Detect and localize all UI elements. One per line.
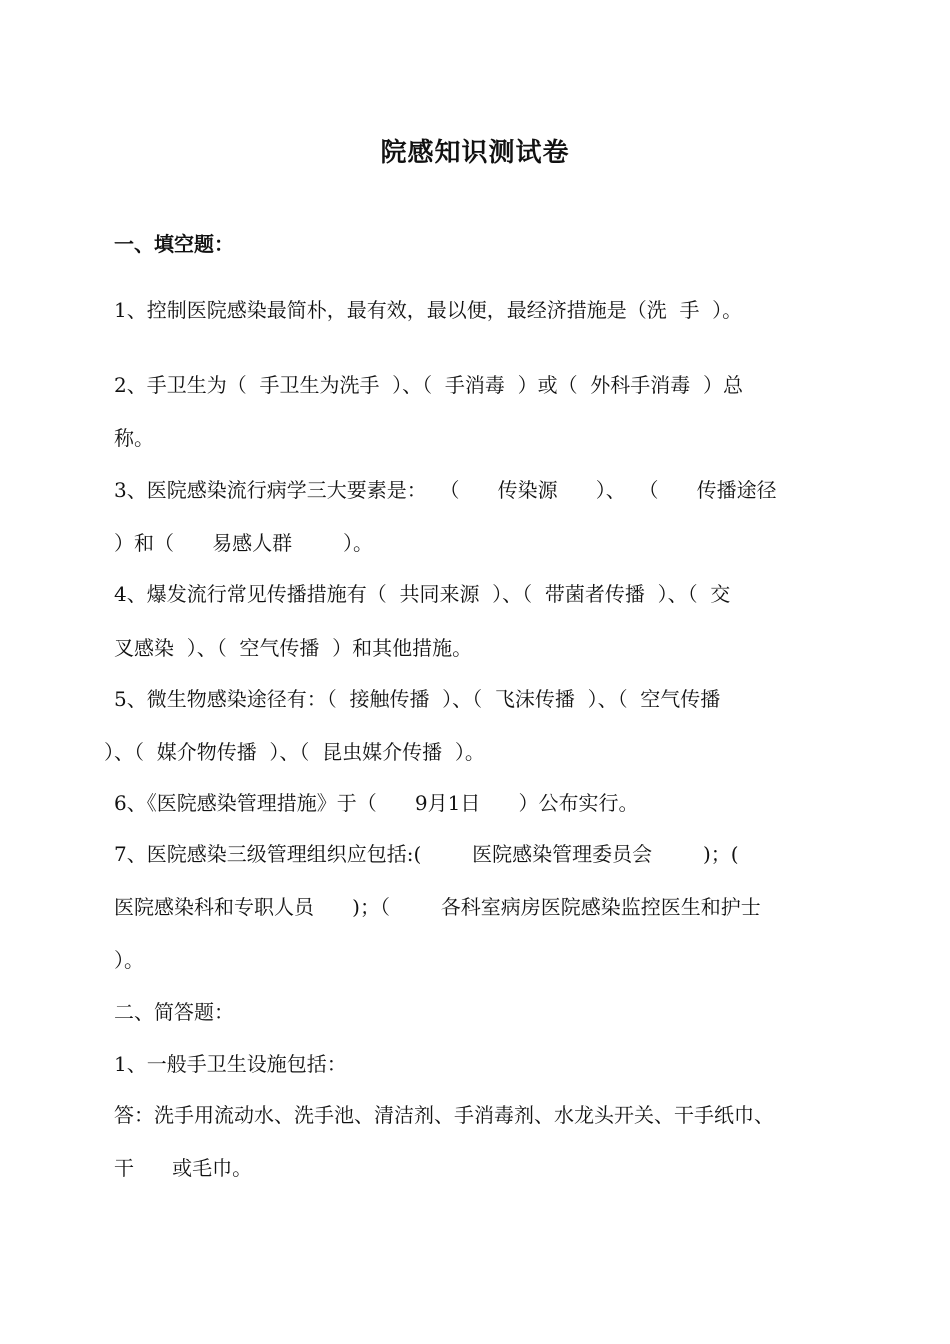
question-6-line: 6、《医院感染管理措施》于（ 9月1日 ）公布实行。 xyxy=(114,791,639,815)
question-2-line-1: 2、手卫生为（ 手卫生为洗手 ）、（ 手消毒 ）或（ 外科手消毒 ）总 xyxy=(114,373,744,397)
short-answer-answer-line-1: 答：洗手用流动水、洗手池、清洁剂、手消毒剂、水龙头开关、干手纸巾、 xyxy=(114,1103,774,1127)
question-1-line: 1、控制医院感染最简朴，最有效，最以便，最经济措施是（洗 手 ）。 xyxy=(114,298,743,322)
question-7-line-1: 7、医院感染三级管理组织应包括:( 医院感染管理委员会 )；( xyxy=(114,842,739,866)
section-heading-fill-in: 一、填空题： xyxy=(114,232,234,256)
short-answer-answer-line-2: 干 或毛巾。 xyxy=(114,1156,253,1180)
question-3-line-1: 3、医院感染流行病学三大要素是： （ 传染源 ）、 （ 传播途径 xyxy=(114,478,777,502)
question-5-line-2: ）、（ 媒介物传播 ）、（ 昆虫媒介传播 ）。 xyxy=(104,740,485,764)
question-3-line-2: ）和（ 易感人群 ）。 xyxy=(114,531,374,555)
question-2-line-2: 称。 xyxy=(114,426,154,450)
question-4-line-2: 叉感染 ）、（ 空气传播 ）和其他措施。 xyxy=(114,636,473,660)
question-5-line-1: 5、微生物感染途径有：（ 接触传播 ）、（ 飞沫传播 ）、（ 空气传播 xyxy=(114,687,721,711)
section-heading-short-answer: 二、简答题： xyxy=(114,1000,234,1024)
document-title: 院感知识测试卷 xyxy=(380,138,570,168)
question-7-line-2: 医院感染科和专职人员 )；（ 各科室病房医院感染监控医生和护士 xyxy=(114,895,761,919)
question-4-line-1: 4、爆发流行常见传播措施有（ 共同来源 ）、（ 带菌者传播 ）、（ 交 xyxy=(114,582,731,606)
short-answer-question-1: 1、一般手卫生设施包括： xyxy=(114,1052,347,1076)
question-7-line-3: ）。 xyxy=(114,948,144,972)
